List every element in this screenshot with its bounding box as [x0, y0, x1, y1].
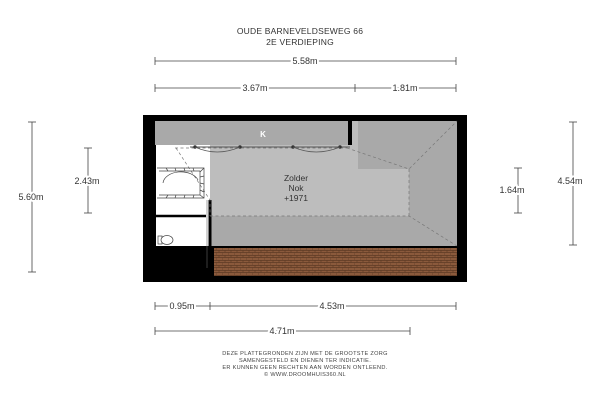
- toilet-icon: [158, 236, 173, 245]
- dim-right-inner-label: 1.64m: [499, 185, 525, 195]
- dim-bottom-total: [155, 326, 410, 336]
- dim-top-left-label: 3.67m: [242, 83, 268, 93]
- left-wall-inner: [151, 145, 156, 282]
- dim-top-right-label: 1.81m: [392, 83, 418, 93]
- dim-right-outer-label: 4.54m: [557, 176, 583, 186]
- attic-room-name: Zolder: [283, 173, 309, 183]
- disclaimer-line-3: ER KUNNEN GEEN RECHTEN AAN WORDEN ONTLEEND.: [222, 365, 388, 371]
- dim-bottom-split: [155, 301, 456, 311]
- disclaimer-line-4: © WWW.DROOMHUIS360.NL: [264, 372, 346, 378]
- dim-bottom-right-label: 4.53m: [319, 301, 345, 311]
- disclaimer-line-2: SAMENGESTELD EN DIENEN TER INDICATIE.: [238, 358, 372, 364]
- floor-title: 2E VERDIEPING: [266, 37, 334, 47]
- attic-ridge-label: Nok: [288, 183, 304, 193]
- stair-and-toilet-area: [155, 145, 210, 246]
- storage-label: K: [260, 130, 266, 139]
- dim-left-outer-label: 5.60m: [18, 192, 44, 202]
- building: [143, 115, 467, 282]
- address-title: OUDE BARNEVELDSEWEG 66: [236, 26, 364, 36]
- dim-left-outer: [18, 122, 43, 272]
- dim-bottom-total-label: 4.71m: [269, 326, 295, 336]
- disclaimer: [222, 351, 388, 378]
- dim-right-outer: [557, 122, 582, 245]
- dim-top-split: [155, 83, 456, 93]
- bottom-slope-area: [210, 216, 409, 246]
- dim-top-total: [155, 56, 456, 66]
- dim-bottom-left-label: 0.95m: [169, 301, 195, 311]
- dim-left-inner-label: 2.43m: [74, 176, 100, 186]
- storage-k: [155, 121, 350, 145]
- dim-right-inner: [499, 168, 524, 213]
- dim-left-inner: [74, 148, 99, 213]
- dim-top-total-label: 5.58m: [292, 56, 318, 66]
- attic-ridge-height: +1971: [284, 193, 308, 203]
- roof-tiles: [214, 248, 457, 276]
- disclaimer-line-1: DEZE PLATTEGRONDEN ZIJN MET DE GROOTSTE ZORG: [222, 351, 388, 357]
